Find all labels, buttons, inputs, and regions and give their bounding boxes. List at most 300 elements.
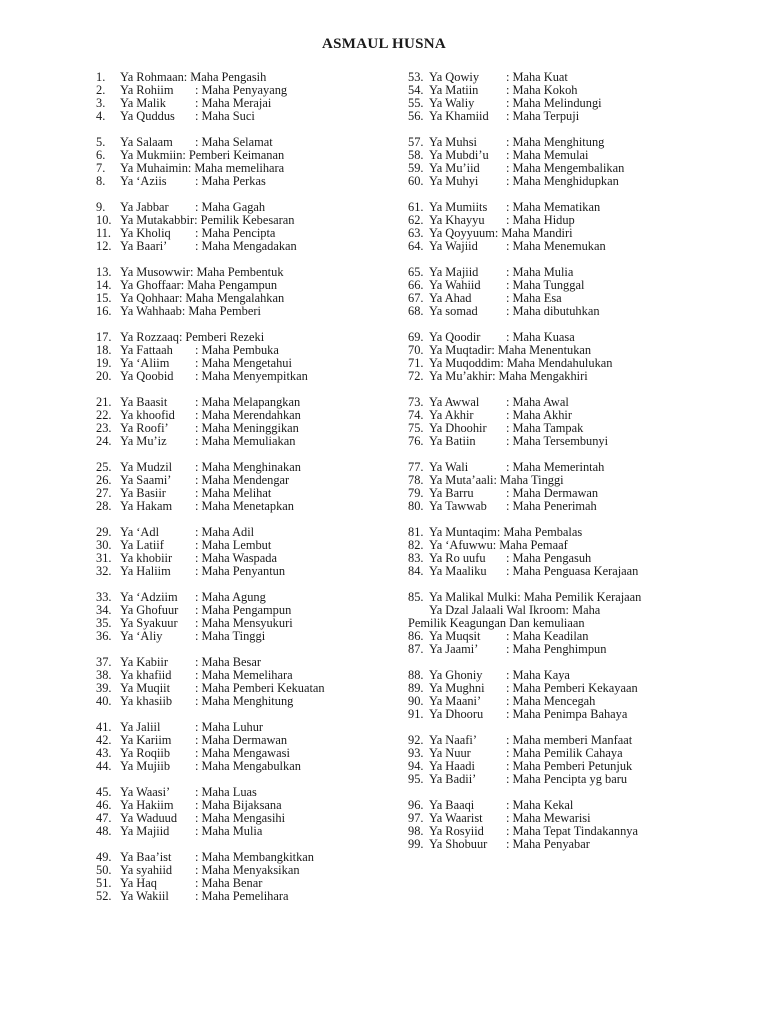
item-separator: : (195, 628, 199, 643)
entry-group (408, 71, 708, 123)
item-meaning: Maha Mulia (201, 823, 263, 838)
item-meaning: Maha Mengasihi (201, 810, 286, 825)
item-name: Ya Qoobid (120, 368, 174, 383)
list-item (408, 201, 708, 214)
item-name: Ya Muntaqim: (429, 525, 501, 540)
entry-group (96, 721, 386, 773)
item-separator: : (195, 693, 199, 708)
item-name: Ya Mutakabbir: (120, 212, 198, 227)
item-number: 32. (96, 563, 112, 578)
item-name: Ya Muhyi (429, 173, 479, 188)
item-name: Ya Mughni (429, 680, 485, 695)
item-number: 92. (408, 733, 424, 748)
item-number: 23. (96, 420, 112, 435)
item-name: Ya ‘Afuwwu: (429, 538, 497, 553)
item-name: Ya Jaami’ (429, 641, 479, 656)
item-number: 14. (96, 277, 112, 292)
list-item (96, 630, 386, 643)
item-number: 91. (408, 706, 424, 721)
item-separator: : (195, 785, 199, 800)
item-number: 15. (96, 290, 112, 305)
item-number: 95. (408, 771, 424, 786)
entry-group (408, 201, 708, 253)
item-meaning: Maha Mengembalikan (512, 160, 625, 175)
item-separator: : (506, 147, 510, 162)
item-separator: : (506, 733, 510, 748)
item-name: Ya Haadi (429, 758, 475, 773)
item-number: 18. (96, 342, 112, 357)
item-number: 27. (96, 485, 112, 500)
item-meaning: Maha Suci (201, 108, 255, 123)
item-separator: : (195, 720, 199, 735)
list-item (96, 370, 386, 383)
item-number: 9. (96, 200, 106, 215)
item-separator: : (506, 810, 510, 825)
item-separator: : (506, 135, 510, 150)
list-item (408, 695, 708, 708)
item-number: 42. (96, 733, 112, 748)
item-separator: : (506, 641, 510, 656)
item-name: Ya Latiif (120, 538, 164, 553)
item-separator: : (506, 798, 510, 813)
item-name: Ya khobiir (120, 550, 173, 565)
item-number: 17. (96, 330, 112, 345)
item-number: 93. (408, 745, 424, 760)
item-meaning: Maha Akhir (512, 407, 572, 422)
entry-group (408, 669, 708, 721)
item-meaning: Maha Pengasuh (512, 550, 592, 565)
list-item (96, 162, 386, 175)
entry-group (408, 734, 708, 786)
list-item (96, 71, 386, 84)
item-number: 11. (96, 225, 112, 240)
item-number: 49. (96, 850, 112, 865)
item-meaning: Maha Awal (512, 395, 569, 410)
list-item (408, 812, 708, 825)
item-separator: : (195, 550, 199, 565)
entry-group (408, 591, 708, 656)
item-meaning: Maha Merendahkan (201, 407, 301, 422)
item-number: 62. (408, 212, 424, 227)
item-meaning: Maha Dermawan (201, 733, 288, 748)
list-item (408, 149, 708, 162)
item-separator: : (195, 173, 199, 188)
item-separator: : (195, 135, 199, 150)
item-number: 40. (96, 693, 112, 708)
item-separator: : (195, 888, 199, 903)
item-meaning: Maha Tampak (512, 420, 584, 435)
item-name: Ya ‘Aziis (120, 173, 167, 188)
item-name: Ya Shobuur (429, 836, 488, 851)
item-number: 35. (96, 615, 112, 630)
item-meaning: Maha Pembalas (503, 525, 583, 540)
item-number: 64. (408, 238, 424, 253)
item-separator: : (195, 368, 199, 383)
item-separator: : (506, 290, 510, 305)
item-number: 70. (408, 342, 424, 357)
item-separator: : (195, 823, 199, 838)
item-separator: : (506, 433, 510, 448)
item-separator: : (506, 563, 510, 578)
item-name: Ya Syakuur (120, 615, 178, 630)
item-number: 28. (96, 498, 112, 513)
list-item (96, 617, 386, 630)
item-separator: : (195, 95, 199, 110)
item-separator: : (195, 863, 199, 878)
item-number: 67. (408, 290, 424, 305)
item-number: 31. (96, 550, 112, 565)
list-item (408, 240, 708, 253)
item-name: Ya Mumiits (429, 200, 488, 215)
item-meaning: Maha Menemukan (512, 238, 606, 253)
item-number: 98. (408, 823, 424, 838)
item-number: 89. (408, 680, 424, 695)
entry-group (96, 136, 386, 188)
item-name: Ya Musowwir: (120, 265, 194, 280)
item-name: Ya khasiib (120, 693, 173, 708)
entry-group (408, 266, 708, 318)
item-meaning: Maha Dermawan (512, 485, 599, 500)
item-meaning: Maha Menghitung (201, 693, 294, 708)
item-number: 53. (408, 70, 424, 84)
list-item (96, 279, 386, 292)
item-meaning: Maha Melapangkan (201, 395, 301, 410)
item-meaning: Maha Kekal (512, 798, 574, 813)
item-meaning: Maha Mendahulukan (506, 355, 613, 370)
item-name: Ya Barru (429, 485, 474, 500)
list-item (96, 695, 386, 708)
item-name: Ya Salaam (120, 135, 173, 150)
item-name: Ya Rohmaan: (120, 70, 188, 84)
list-item (408, 552, 708, 565)
item-meaning: Maha Kokoh (512, 82, 578, 97)
item-meaning: Maha Melindungi (512, 95, 602, 110)
item-name: Ya Fattaah (120, 342, 173, 357)
item-name: Ya Ro uufu (429, 550, 486, 565)
list-item (96, 487, 386, 500)
list-item (408, 474, 708, 487)
item-meaning: Maha Menghinakan (201, 460, 301, 475)
item-number: 61. (408, 200, 424, 215)
item-meaning: Maha Pencipta (201, 225, 276, 240)
item-name: Ya ‘Aliy (120, 628, 163, 643)
item-separator: : (195, 525, 199, 540)
item-number: 85. (408, 590, 424, 605)
entry-group (408, 799, 708, 851)
item-meaning: Maha Pemilik Kerajaan (523, 590, 642, 605)
item-separator: : (195, 342, 199, 357)
list-item (408, 110, 708, 123)
item-meaning: Maha Tersembunyi (512, 433, 609, 448)
list-item (408, 279, 708, 292)
list-item (96, 890, 386, 903)
item-meaning: Maha Pencipta yg baru (512, 771, 628, 786)
item-separator: : (195, 200, 199, 215)
item-name: Ya ‘Adl (120, 525, 160, 540)
item-meaning: Maha Menghidupkan (512, 173, 619, 188)
item-number: 59. (408, 160, 424, 175)
item-separator: : (506, 200, 510, 215)
item-meaning: Maha Terpuji (512, 108, 580, 123)
item-name: Ya Muqtadir: (429, 342, 495, 357)
item-name: Ya somad (429, 303, 478, 318)
item-meaning: Maha Selamat (201, 135, 273, 150)
item-meaning: Maha Penyantun (201, 563, 286, 578)
item-meaning: Maha Pemberi Petunjuk (512, 758, 633, 773)
list-item (408, 305, 708, 318)
item-number: 54. (408, 82, 424, 97)
entry-group (96, 71, 386, 123)
item-name: Ya Majiid (120, 823, 170, 838)
list-item (96, 877, 386, 890)
entry-group (408, 396, 708, 448)
item-separator: : (506, 680, 510, 695)
item-meaning: Maha Merajai (201, 95, 272, 110)
list-item (96, 435, 386, 448)
item-number: 26. (96, 473, 112, 487)
item-meaning: Maha Tunggal (512, 277, 585, 292)
item-number: 68. (408, 303, 424, 318)
item-separator: : (506, 550, 510, 565)
item-number: 25. (96, 460, 112, 475)
item-meaning: Maha memelihara (194, 160, 285, 175)
item-meaning: Maha Kuat (512, 70, 568, 84)
item-name: Ya Baa’ist (120, 850, 172, 865)
item-name: Ya Khamiid (429, 108, 489, 123)
list-item (408, 565, 708, 578)
item-meaning: Maha Pengampun (201, 603, 292, 618)
item-separator: : (506, 628, 510, 643)
item-number: 47. (96, 810, 112, 825)
item-number: 7. (96, 160, 106, 175)
item-separator: : (195, 460, 199, 475)
item-name: Ya Hakiim (120, 798, 174, 813)
item-name: Ya Muta’aali: (429, 473, 497, 487)
item-number: 96. (408, 798, 424, 813)
item-number: 78. (408, 473, 424, 487)
item-meaning: Maha Memerintah (512, 460, 605, 475)
item-meaning: Pemberi Rezeki (185, 330, 265, 345)
item-name: Ya Jabbar (120, 200, 169, 215)
item-meaning: Maha Penerimah (512, 498, 597, 513)
item-meaning: Maha dibutuhkan (512, 303, 600, 318)
item-separator: : (195, 538, 199, 553)
item-name: Ya Saami’ (120, 473, 172, 487)
item-number: 1. (96, 70, 106, 84)
item-meaning: Maha Lembut (201, 538, 272, 553)
item-number: 41. (96, 720, 112, 735)
list-item (96, 474, 386, 487)
item-name: Ya Waliy (429, 95, 475, 110)
item-number: 56. (408, 108, 424, 123)
list-item (96, 539, 386, 552)
list-item (96, 604, 386, 617)
item-separator: : (195, 225, 199, 240)
item-separator: : (195, 82, 199, 97)
list-item (96, 552, 386, 565)
list-item (408, 500, 708, 513)
item-number: 58. (408, 147, 424, 162)
item-separator: : (506, 693, 510, 708)
item-name: Ya Qoyyuum: (429, 225, 499, 240)
item-name: Ya Muhsi (429, 135, 477, 150)
entry-group (408, 461, 708, 513)
item-separator: : (195, 655, 199, 670)
list-item (96, 201, 386, 214)
list-item (96, 175, 386, 188)
item-meaning: Maha Mandiri (501, 225, 573, 240)
list-item (408, 227, 708, 240)
item-meaning: Maha Pemberi Kekayaan (512, 680, 638, 695)
entry-group (96, 461, 386, 513)
list-item (408, 162, 708, 175)
item-name: Ya Qohhaar: (120, 290, 183, 305)
list-item (96, 825, 386, 838)
item-name: Ya Hakam (120, 498, 173, 513)
item-name: Ya Waarist (429, 810, 483, 825)
item-separator: : (195, 680, 199, 695)
item-separator: : (506, 460, 510, 475)
item-meaning: Maha Menyempitkan (201, 368, 308, 383)
item-number: 84. (408, 563, 424, 578)
item-meaning: Maha Pemberi Kekuatan (201, 680, 325, 695)
item-meaning: Maha Mulia (512, 265, 574, 280)
item-separator: : (195, 850, 199, 865)
item-number: 39. (96, 680, 112, 695)
list-item (408, 71, 708, 84)
list-item (96, 136, 386, 149)
item-number: 57. (408, 135, 424, 150)
item-name: Ya Mubdi’u (429, 147, 489, 162)
item-name: Ya Muqoddim: (429, 355, 504, 370)
item-number: 24. (96, 433, 112, 448)
item-number: 87. (408, 641, 424, 656)
item-separator: : (506, 745, 510, 760)
item-number: 73. (408, 395, 424, 410)
item-separator: : (506, 303, 510, 318)
list-item (96, 227, 386, 240)
list-item (408, 136, 708, 149)
item-number: 74. (408, 407, 424, 422)
item-number: 76. (408, 433, 424, 448)
item-number: 16. (96, 303, 112, 318)
item-number: 88. (408, 668, 424, 683)
item-number: 30. (96, 538, 112, 553)
item-meaning: Maha Keadilan (512, 628, 589, 643)
list-item (96, 214, 386, 227)
item-separator: : (506, 108, 510, 123)
item-number: 22. (96, 407, 112, 422)
item-name: Ya Mudzil (120, 460, 173, 475)
item-meaning: Maha Hidup (512, 212, 575, 227)
item-name: Ya Mu’iz (120, 433, 167, 448)
list-item (408, 760, 708, 773)
item-meaning: Maha Mengabulkan (201, 758, 301, 773)
item-meaning: Pemberi Keimanan (188, 147, 285, 162)
item-number: 81. (408, 525, 424, 540)
item-number: 71. (408, 355, 424, 370)
item-separator: : (195, 485, 199, 500)
list-item (96, 305, 386, 318)
item-number: 12. (96, 238, 112, 253)
item-number: 55. (408, 95, 424, 110)
item-number: 36. (96, 628, 112, 643)
list-item (408, 175, 708, 188)
item-meaning: Maha Penyabar (512, 836, 590, 851)
item-number: 72. (408, 368, 424, 383)
list-item (408, 344, 708, 357)
item-meaning: Maha Menyaksikan (201, 863, 300, 878)
item-name: Ya Kariim (120, 733, 172, 748)
continuation-line: Ya Dzal Jalaali Wal Ikroom: Maha (429, 603, 601, 618)
item-name: Ya Waasi’ (120, 785, 171, 800)
item-name: Ya Quddus (120, 108, 175, 123)
item-name: Ya Ghoffaar: (120, 277, 185, 292)
list-item (408, 838, 708, 851)
item-meaning: Maha memberi Manfaat (512, 733, 633, 748)
item-meaning: Maha Meninggikan (201, 420, 299, 435)
item-name: Ya Ghoniy (429, 668, 483, 683)
list-item (96, 84, 386, 97)
item-separator: : (195, 395, 199, 410)
item-name: Ya Rohiim (120, 82, 174, 97)
item-number: 4. (96, 108, 106, 123)
item-number: 38. (96, 668, 112, 683)
list-item (408, 539, 708, 552)
list-item (96, 760, 386, 773)
item-separator: : (506, 706, 510, 721)
item-name: Ya ‘Adziim (120, 590, 178, 605)
item-separator: : (195, 355, 199, 370)
item-meaning: Maha Pengampun (187, 277, 278, 292)
item-name: Ya Jaliil (120, 720, 161, 735)
item-number: 21. (96, 395, 112, 410)
item-separator: : (506, 265, 510, 280)
entry-group (96, 266, 386, 318)
item-name: Ya Roofi’ (120, 420, 169, 435)
item-meaning: Maha Pengasih (190, 70, 267, 84)
item-number: 99. (408, 836, 424, 851)
item-number: 90. (408, 693, 424, 708)
item-name: Ya Maani’ (429, 693, 482, 708)
item-separator: : (506, 330, 510, 345)
item-name: Ya syahiid (120, 863, 173, 878)
item-name: Ya Matiin (429, 82, 479, 97)
item-name: Ya Baasit (120, 395, 168, 410)
item-number: 10. (96, 212, 112, 227)
item-number: 97. (408, 810, 424, 825)
list-item (408, 435, 708, 448)
item-number: 48. (96, 823, 112, 838)
entry-group (96, 591, 386, 643)
item-name: Ya khafiid (120, 668, 172, 683)
item-name: Ya Khayyu (429, 212, 485, 227)
item-number: 52. (96, 888, 112, 903)
item-meaning: Maha Perkas (201, 173, 266, 188)
item-number: 6. (96, 147, 106, 162)
item-meaning: Maha Penyayang (201, 82, 288, 97)
item-name: Ya Naafi’ (429, 733, 477, 748)
item-number: 20. (96, 368, 112, 383)
item-separator: : (195, 238, 199, 253)
item-name: Ya Wali (429, 460, 469, 475)
item-meaning: Maha Tinggi (201, 628, 266, 643)
list-item (408, 370, 708, 383)
item-separator: : (195, 733, 199, 748)
item-meaning: Maha Adil (201, 525, 255, 540)
item-name: Ya Wajiid (429, 238, 478, 253)
item-meaning: Maha Pembuka (201, 342, 279, 357)
